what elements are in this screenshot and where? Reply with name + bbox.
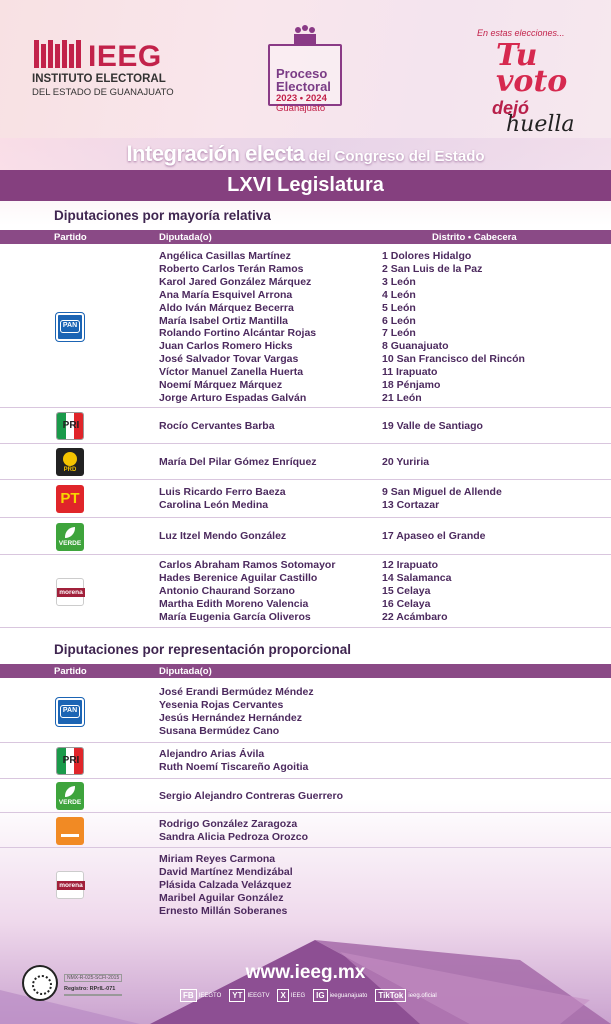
deputy-name: Juan Carlos Romero Hicks (159, 340, 293, 353)
social-handle: IEEG (290, 992, 306, 999)
deputy-name: Plásida Calzada Velázquez (159, 878, 292, 891)
district: 22 Acámbaro (382, 610, 448, 623)
col-diputada: Diputada(o) (159, 666, 212, 677)
social-link[interactable] (180, 989, 221, 1002)
website-url[interactable]: www.ieeg.mx (245, 962, 366, 983)
deputy-name: Roberto Carlos Terán Ramos (159, 262, 304, 275)
party-group (0, 408, 611, 444)
deputy-name: Luis Ricardo Ferro Baeza (159, 486, 286, 498)
social-link[interactable] (229, 989, 269, 1002)
district: 18 Pénjamo (382, 379, 441, 392)
ieeg-name: INSTITUTO ELECTORAL (32, 73, 166, 85)
district: 21 León (382, 391, 422, 404)
district: 3 León (382, 275, 416, 288)
ieeg-word: IEEG (88, 40, 162, 73)
header (0, 0, 611, 140)
col-diputada: Diputada(o) (159, 232, 212, 243)
verde-logo-icon: VERDE (56, 523, 84, 551)
proceso-years: 2023 • 2024 (276, 93, 327, 104)
party-group (0, 518, 611, 555)
district: 10 San Francisco del Rincón (382, 353, 525, 366)
deputy-name: Hades Berenice Aguilar Castillo (159, 571, 318, 584)
proceso-electoral-logo (262, 22, 348, 112)
districts (382, 559, 451, 624)
deputy-name: Ana María Esquivel Arrona (159, 288, 293, 301)
district: 4 León (382, 288, 416, 301)
social-handle: ieeguanajuato (329, 992, 368, 999)
mayoria-section-title: Diputaciones por mayoría relativa (54, 208, 271, 223)
party-group (0, 444, 611, 480)
campaign-dejo: dejó (492, 98, 530, 118)
social-icon: X (277, 989, 288, 1002)
social-link[interactable] (313, 989, 367, 1002)
deputy-names (159, 250, 316, 405)
deputy-name: Maribel Aguilar González (159, 891, 284, 904)
col-distrito: Distrito • Cabecera (432, 232, 517, 243)
party-group (0, 246, 611, 408)
col-partido: Partido (54, 666, 87, 677)
pan-logo-text: PAN (60, 320, 80, 333)
deputy-name: José Erandi Bermúdez Méndez (159, 686, 314, 698)
title-band (0, 138, 611, 170)
pan-logo-icon (56, 698, 84, 726)
ieeg-logo (30, 40, 180, 102)
campaign-logo (470, 22, 600, 137)
party-group (0, 813, 611, 848)
deputy-name: Carolina León Medina (159, 498, 269, 511)
deputy-name: Noemí Márquez Márquez (159, 379, 283, 392)
social-links (180, 989, 437, 1002)
district: 13 Cortazar (382, 498, 440, 511)
districts (382, 420, 483, 433)
pan-logo-text: PAN (60, 705, 80, 718)
district: 7 León (382, 327, 416, 340)
districts (382, 486, 502, 512)
district: 19 Valle de Santiago (382, 420, 483, 432)
morena-logo-icon: morena (56, 871, 84, 899)
deputy-names (159, 486, 286, 512)
district: 14 Salamanca (382, 571, 452, 584)
social-icon: YT (229, 989, 245, 1002)
deputy-name: Luz Itzel Mendo González (159, 530, 287, 542)
deputy-name: Ernesto Millán Soberanes (159, 904, 288, 917)
proceso-line2: Electoral (276, 79, 331, 94)
deputy-name: Karol Jared González Márquez (159, 275, 312, 288)
proporcional-column-header (0, 664, 611, 678)
deputy-name: Rodrigo González Zaragoza (159, 818, 298, 830)
deputy-name: Alejandro Arias Ávila (159, 748, 265, 760)
deputy-names (159, 790, 343, 803)
districts (382, 456, 429, 469)
deputy-names (159, 686, 314, 738)
deputy-name: Rocío Cervantes Barba (159, 420, 275, 432)
social-icon: FB (180, 989, 197, 1002)
proporcional-section-title: Diputaciones por representación proporcional (54, 642, 352, 657)
social-link[interactable] (375, 989, 436, 1002)
party-group (0, 680, 611, 743)
deputy-names (159, 559, 335, 624)
page-title (0, 141, 611, 167)
social-icon: IG (313, 989, 327, 1002)
deputy-name: Ruth Noemí Tiscareño Agoitia (159, 760, 309, 773)
deputy-name: Carlos Abraham Ramos Sotomayor (159, 559, 336, 571)
district: 17 Apaseo el Grande (382, 530, 486, 542)
deputy-name: Martha Edith Moreno Valencia (159, 597, 309, 610)
ieeg-bars-icon (34, 40, 81, 68)
deputy-name: Sergio Alejandro Contreras Guerrero (159, 790, 343, 802)
social-link[interactable] (277, 989, 305, 1002)
district: 8 Guanajuato (382, 340, 449, 353)
morena-logo-icon: morena (56, 578, 84, 606)
deputy-name: Rolando Fortino Alcántar Rojas (159, 327, 317, 340)
voters-icon (290, 22, 320, 48)
deputy-name: Jorge Arturo Espadas Galván (159, 391, 307, 404)
social-handle: IEEGTO (198, 992, 222, 999)
deputy-names (159, 818, 308, 844)
district: 12 Irapuato (382, 559, 439, 571)
districts (382, 250, 525, 405)
district: 2 San Luis de la Paz (382, 262, 483, 275)
verde-logo-icon: VERDE (56, 782, 84, 810)
deputy-name: Yesenia Rojas Cervantes (159, 698, 284, 711)
prd-logo-icon: PRD (56, 448, 84, 476)
district: 1 Dolores Hidalgo (382, 250, 472, 262)
district: 16 Celaya (382, 597, 431, 610)
pan-logo-icon (56, 313, 84, 341)
deputy-name: Angélica Casillas Martínez (159, 250, 291, 262)
deputy-name: David Martínez Mendizábal (159, 865, 293, 878)
pri-logo-icon: PRI (56, 747, 84, 775)
legislature-band (0, 170, 611, 201)
social-handle: IEEGTV (247, 992, 270, 999)
district: 5 León (382, 301, 416, 314)
deputy-name: Aldo Iván Márquez Becerra (159, 301, 294, 314)
pri-logo-icon: PRI (56, 412, 84, 440)
title-main: Integración electa (126, 141, 305, 166)
deputy-name: Jesús Hernández Hernández (159, 711, 302, 724)
deputy-name: Víctor Manuel Zanella Huerta (159, 366, 304, 379)
campaign-voto: voto (496, 64, 568, 99)
mayoria-column-header (0, 230, 611, 244)
deputy-name: Susana Bermúdez Cano (159, 724, 280, 737)
district: 11 Irapuato (382, 366, 438, 379)
deputy-name: Miriam Reyes Carmona (159, 853, 276, 865)
district: 20 Yuriria (382, 456, 430, 468)
deputy-name: Antonio Chaurand Sorzano (159, 584, 295, 597)
party-group (0, 480, 611, 518)
deputy-names (159, 456, 317, 469)
district: 6 León (382, 314, 416, 327)
col-partido: Partido (54, 232, 87, 243)
district: 15 Celaya (382, 584, 431, 597)
mc-logo-icon (56, 817, 84, 845)
campaign-tu: Tu (496, 38, 538, 73)
iso-tag: NMX-R-025-SCFI-2015 (64, 974, 122, 982)
campaign-huella: huella (506, 112, 575, 137)
deputy-names (159, 420, 275, 433)
campaign-small: En estas elecciones... (477, 28, 565, 38)
social-icon: TikTok (375, 989, 406, 1002)
pt-logo-icon: PT (56, 485, 84, 513)
party-group (0, 555, 611, 628)
iso-reg: Registro: RPrIL-071 (64, 986, 116, 992)
deputy-names (159, 530, 286, 543)
deputy-name: Sandra Alicia Pedroza Orozco (159, 830, 308, 843)
ieeg-sub: DEL ESTADO DE GUANAJUATO (32, 87, 174, 98)
deputy-name: María Isabel Ortiz Mantilla (159, 314, 288, 327)
social-handle: ieeg.oficial (408, 992, 437, 999)
iso-line (64, 994, 122, 996)
proceso-line1: Proceso (276, 66, 328, 81)
proceso-place: Guanajuato (276, 103, 326, 114)
district: 9 San Miguel de Allende (382, 486, 502, 498)
deputy-name: María Eugenia García Oliveros (159, 610, 311, 623)
party-group (0, 743, 611, 779)
legislature-title: LXVI Legislatura (227, 174, 384, 196)
title-rest: del Congreso del Estado (304, 148, 485, 165)
districts (382, 530, 486, 543)
deputy-name: María Del Pilar Gómez Enríquez (159, 456, 317, 468)
party-group (0, 779, 611, 813)
deputy-name: José Salvador Tovar Vargas (159, 353, 299, 366)
deputy-names (159, 748, 308, 774)
